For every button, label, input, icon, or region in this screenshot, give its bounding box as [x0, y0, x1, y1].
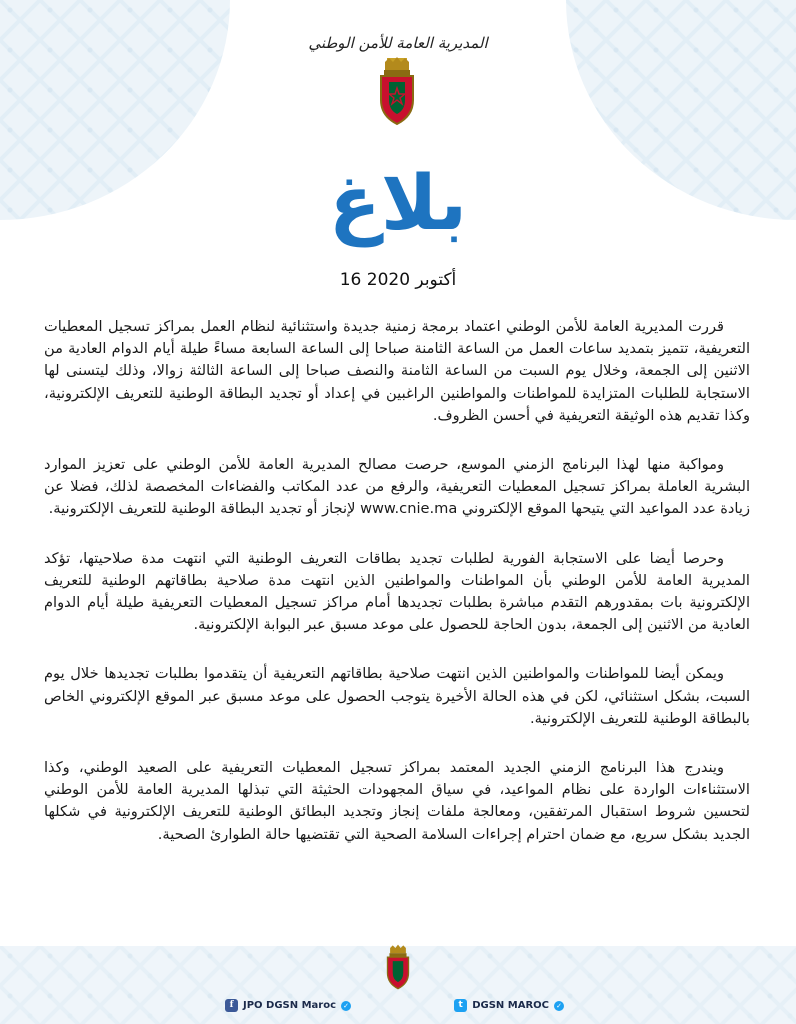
- verified-badge-icon: ✓: [341, 1001, 351, 1011]
- paragraph-4: ويمكن أيضا للمواطنات والمواطنين الذين انتهت صلاحية بطاقاتهم التعريفية أن يتقدموا بطلبات تجديدها خلال يوم السبت، بشكل استثنائي، لكن في هذه الحالة الأخيرة يتوجب الحصول على موعد مسبق عبر الموقع الإلكتروني الخاص بالبطاقة الوطنية للتعريف الإلكترونية.: [44, 665, 750, 727]
- paragraph-5: ويندرج هذا البرنامج الزمني الجديد المعتمد بمراكز تسجيل المعطيات التعريفية على الصعيد الوطني، وكذا الاستثناءات الواردة على نظام المواعيد، في سياق المجهودات الحثيثة التي تبذلها المديرية العامة للأمن الوطني لتحسين شروط استقبال المرتفقين، ومعالجة ملفات إنجاز وتجديد البطائق الوطنية للتعريف الإلكترونية في شكلها الجديد بشكل سريع، مع ضمان احترام إجراءات السلامة الصحية التي تقتضيها حالة الطوارئ الصحية.: [44, 759, 750, 843]
- organization-name: المديرية العامة للأمن الوطني: [308, 34, 488, 52]
- paragraph-2: ومواكبة منها لهذا البرنامج الزمني الموسع، حرصت مصالح المديرية العامة للأمن الوطني على تعزيز الموارد البشرية العاملة بمراكز تسجيل المعطيات التعريفية، والرفع من عدد المكاتب والفضاءات المخصصة لذلك، فضلا عن زيادة عدد المواعيد التي يتيحها الموقع الإلكتروني www.cnie.ma لإنجاز أو تجديد البطاقة الوطنية للتعريف الإلكترونية.: [44, 456, 750, 518]
- twitter-icon: t: [454, 999, 467, 1012]
- announcement-date: 16 أكتوبر 2020: [339, 270, 457, 290]
- twitter-link[interactable]: [454, 999, 564, 1012]
- twitter-label: DGSN MAROC: [472, 1000, 549, 1011]
- announcement-title: بلاغ: [328, 158, 468, 247]
- facebook-label: JPO DGSN Maroc: [243, 1000, 337, 1011]
- paragraph-3: وحرصا أيضا على الاستجابة الفورية لطلبات تجديد بطاقات التعريف الوطنية التي انتهت مدة صلاحيتها، تؤكد المديرية العامة للأمن الوطني بأن المواطنات والمواطنين الذين انتهت مدة صلاحية بطاقاتهم الوطنية للتعريف الإلكترونية بات بمقدورهم التقدم مباشرة بطلبات تجديدها أمام مراكز تسجيل المعطيات التعريفية طيلة أيام الدوام العادية من الاثنين إلى الجمعة، بدون الحاجة للحصول على موعد مسبق عبر البوابة الإلكترونية.: [44, 549, 750, 634]
- footer-crest-emblem-icon: [383, 944, 413, 990]
- facebook-link[interactable]: [225, 999, 351, 1012]
- facebook-icon: f: [225, 999, 238, 1012]
- verified-badge-icon: ✓: [554, 1001, 564, 1011]
- announcement-body: [44, 316, 750, 873]
- paragraph-1: قررت المديرية العامة للأمن الوطني اعتماد برمجة زمنية جديدة واستثنائية لنظام العمل بمراكز تسجيل المعطيات التعريفية، تتميز بتمديد ساعات العمل من الساعة الثامنة صباحا إلى الساعة السابعة مساءً طيلة أيام الدوام العادية من الاثنين إلى الجمعة، وخلال يوم السبت من الساعة الثامنة والنصف صباحا إلى الساعة الثالثة زوالا، وذلك ليتسنى لها الاستجابة للطلبات المتزايدة للمواطنات والمواطنين الراغبين في إعداد أو تجديد البطاقة الوطنية للتعريف الإلكترونية، وكذا تقديم هذه الوثيقة التعريفية في أحسن الظروف.: [44, 318, 750, 424]
- crest-emblem-icon: [375, 56, 419, 126]
